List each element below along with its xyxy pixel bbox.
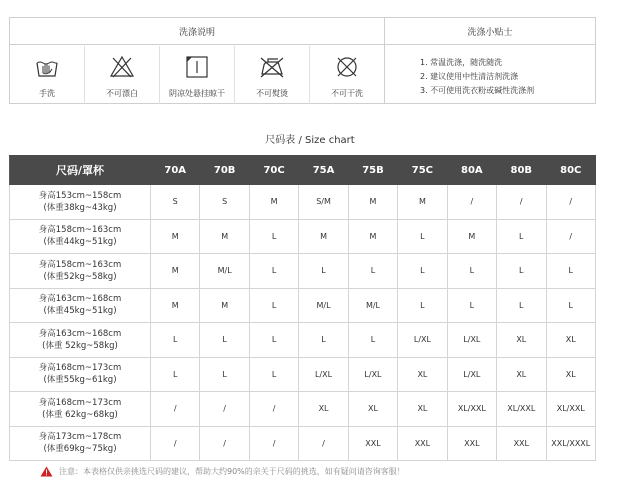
header-size-cup: 尺码/罩杯: [10, 156, 151, 185]
size-table-body: [10, 185, 596, 461]
header-col: 75A: [299, 156, 348, 185]
care-icons-row: [10, 46, 384, 104]
size-cell: L: [200, 357, 249, 392]
size-cell: /: [497, 185, 546, 220]
size-cell: S/M: [299, 185, 348, 220]
row-height-range: 身高158cm~163cm: [38, 259, 122, 270]
size-cell: L: [151, 323, 200, 358]
size-cell: XXL: [497, 426, 546, 461]
row-label: [10, 288, 151, 323]
row-height-range: 身高173cm~178cm: [38, 432, 122, 443]
size-cell: M: [447, 219, 496, 254]
size-cell: L: [398, 288, 447, 323]
size-cell: /: [299, 426, 348, 461]
size-header-row: [10, 156, 596, 185]
size-cell: M: [398, 185, 447, 220]
size-cell: M: [200, 288, 249, 323]
size-cell: M/L: [200, 254, 249, 289]
care-instructions-box: [9, 17, 596, 104]
care-item-hand-wash: [10, 46, 85, 104]
row-height-range: 身高168cm~173cm: [38, 397, 122, 408]
size-cell: M: [249, 185, 298, 220]
size-cell: M/L: [348, 288, 397, 323]
table-row: [10, 323, 596, 358]
size-cell: M: [151, 288, 200, 323]
care-item-shade-hang-dry: [160, 46, 235, 104]
size-cell: L/XL: [447, 357, 496, 392]
size-cell: M: [348, 219, 397, 254]
size-cell: XXL: [447, 426, 496, 461]
table-row: [10, 219, 596, 254]
size-cell: L: [497, 219, 546, 254]
size-cell: M: [200, 219, 249, 254]
care-label: 不可干洗: [331, 89, 363, 98]
note-bar: [40, 466, 405, 477]
size-cell: XXL: [398, 426, 447, 461]
size-cell: L: [249, 357, 298, 392]
size-cell: XL/XXL: [447, 392, 496, 427]
row-label: [10, 323, 151, 358]
size-cell: L: [497, 254, 546, 289]
care-tip: 1. 常温洗涤，随洗随洗: [420, 58, 503, 67]
size-cell: /: [200, 392, 249, 427]
size-cell: L: [398, 254, 447, 289]
row-height-range: 身高168cm~173cm: [38, 363, 122, 374]
size-cell: XL: [398, 392, 447, 427]
row-label: [10, 219, 151, 254]
shade-hang-dry-icon: [184, 54, 210, 80]
size-cell: XL: [546, 357, 596, 392]
header-col: 75C: [398, 156, 447, 185]
size-cell: /: [249, 426, 298, 461]
row-label: [10, 357, 151, 392]
care-item-no-dry-clean: [310, 46, 384, 104]
size-chart-title: 尺码表 / Size chart: [265, 135, 355, 146]
no-iron-icon: [258, 54, 286, 80]
table-row: [10, 185, 596, 220]
row-weight-range: (体重38kg~43kg): [43, 202, 117, 213]
table-row: [10, 392, 596, 427]
size-cell: L/XL: [299, 357, 348, 392]
size-cell: L: [151, 357, 200, 392]
care-label: 不可漂白: [106, 89, 138, 98]
size-cell: L/XL: [398, 323, 447, 358]
care-tips-title: 洗涤小贴士: [467, 28, 513, 38]
table-row: [10, 288, 596, 323]
header-col: 70B: [200, 156, 249, 185]
hand-wash-icon: [34, 54, 60, 80]
size-cell: /: [546, 185, 596, 220]
size-cell: M/L: [299, 288, 348, 323]
no-bleach-icon: [109, 54, 135, 80]
header-col: 80B: [497, 156, 546, 185]
size-cell: XXL/XXXL: [546, 426, 596, 461]
row-label: [10, 392, 151, 427]
note-text: 注意：本表格仅供亲挑选尺码的建议，帮助大约90%的亲关于尺码的挑选，如有疑问请咨询客服！: [59, 467, 405, 476]
size-cell: L/XL: [447, 323, 496, 358]
size-cell: S: [151, 185, 200, 220]
no-dry-clean-icon: [334, 54, 360, 80]
size-cell: XL: [497, 357, 546, 392]
row-label: [10, 185, 151, 220]
header-col: 70A: [151, 156, 200, 185]
size-cell: /: [546, 219, 596, 254]
care-item-no-bleach: [85, 46, 160, 104]
size-chart-table: [9, 155, 596, 461]
header-col: 80C: [546, 156, 596, 185]
size-cell: L: [447, 254, 496, 289]
size-cell: L: [249, 323, 298, 358]
size-cell: XL/XXL: [546, 392, 596, 427]
size-cell: L: [447, 288, 496, 323]
size-cell: /: [447, 185, 496, 220]
size-cell: L: [546, 288, 596, 323]
care-tip: 3. 不可使用洗衣粉或碱性洗涤剂: [420, 86, 535, 95]
table-row: [10, 426, 596, 461]
care-item-no-iron: [235, 46, 310, 104]
row-height-range: 身高163cm~168cm: [38, 328, 122, 339]
row-label: [10, 426, 151, 461]
size-cell: /: [249, 392, 298, 427]
care-label: 手洗: [39, 89, 55, 98]
size-cell: L: [546, 254, 596, 289]
care-label: 不可熨烫: [256, 89, 288, 98]
row-height-range: 身高153cm~158cm: [38, 190, 122, 201]
row-height-range: 身高163cm~168cm: [38, 294, 122, 305]
size-cell: M: [151, 219, 200, 254]
size-cell: M: [151, 254, 200, 289]
size-cell: XL: [497, 323, 546, 358]
size-cell: XL: [546, 323, 596, 358]
size-cell: XL: [299, 392, 348, 427]
row-weight-range: (体重55kg~61kg): [43, 375, 117, 386]
size-cell: L: [249, 254, 298, 289]
header-col: 80A: [447, 156, 496, 185]
size-cell: L: [200, 323, 249, 358]
size-cell: L: [249, 288, 298, 323]
care-divider: [384, 18, 385, 103]
size-cell: M: [348, 185, 397, 220]
size-cell: L: [348, 254, 397, 289]
care-tip: 2. 建议使用中性清洁剂洗涤: [420, 72, 519, 81]
size-cell: S: [200, 185, 249, 220]
row-weight-range: (体重69kg~75kg): [43, 444, 117, 455]
size-cell: /: [200, 426, 249, 461]
table-row: [10, 357, 596, 392]
row-weight-range: (体重45kg~51kg): [43, 306, 117, 317]
care-tips-list: [420, 56, 534, 98]
size-cell: XL: [348, 392, 397, 427]
header-col: 75B: [348, 156, 397, 185]
size-cell: XXL: [348, 426, 397, 461]
row-label: [10, 254, 151, 289]
care-label: 阴凉处悬挂晾干: [169, 89, 225, 98]
size-cell: L: [497, 288, 546, 323]
size-cell: XL/XXL: [497, 392, 546, 427]
size-cell: L: [348, 323, 397, 358]
care-header: [10, 18, 595, 45]
size-cell: /: [151, 392, 200, 427]
warning-icon: [40, 466, 53, 477]
care-title: 洗涤说明: [178, 28, 215, 38]
table-row: [10, 254, 596, 289]
row-weight-range: (体重52kg~58kg): [43, 271, 117, 282]
row-weight-range: (体重 62kg~68kg): [42, 409, 118, 420]
size-cell: L/XL: [348, 357, 397, 392]
header-col: 70C: [249, 156, 298, 185]
size-cell: XL: [398, 357, 447, 392]
size-cell: M: [299, 219, 348, 254]
row-height-range: 身高158cm~163cm: [38, 225, 122, 236]
size-cell: L: [249, 219, 298, 254]
size-cell: /: [151, 426, 200, 461]
size-cell: L: [299, 323, 348, 358]
size-cell: L: [398, 219, 447, 254]
size-cell: L: [299, 254, 348, 289]
row-weight-range: (体重44kg~51kg): [43, 237, 117, 248]
row-weight-range: (体重 52kg~58kg): [42, 340, 118, 351]
